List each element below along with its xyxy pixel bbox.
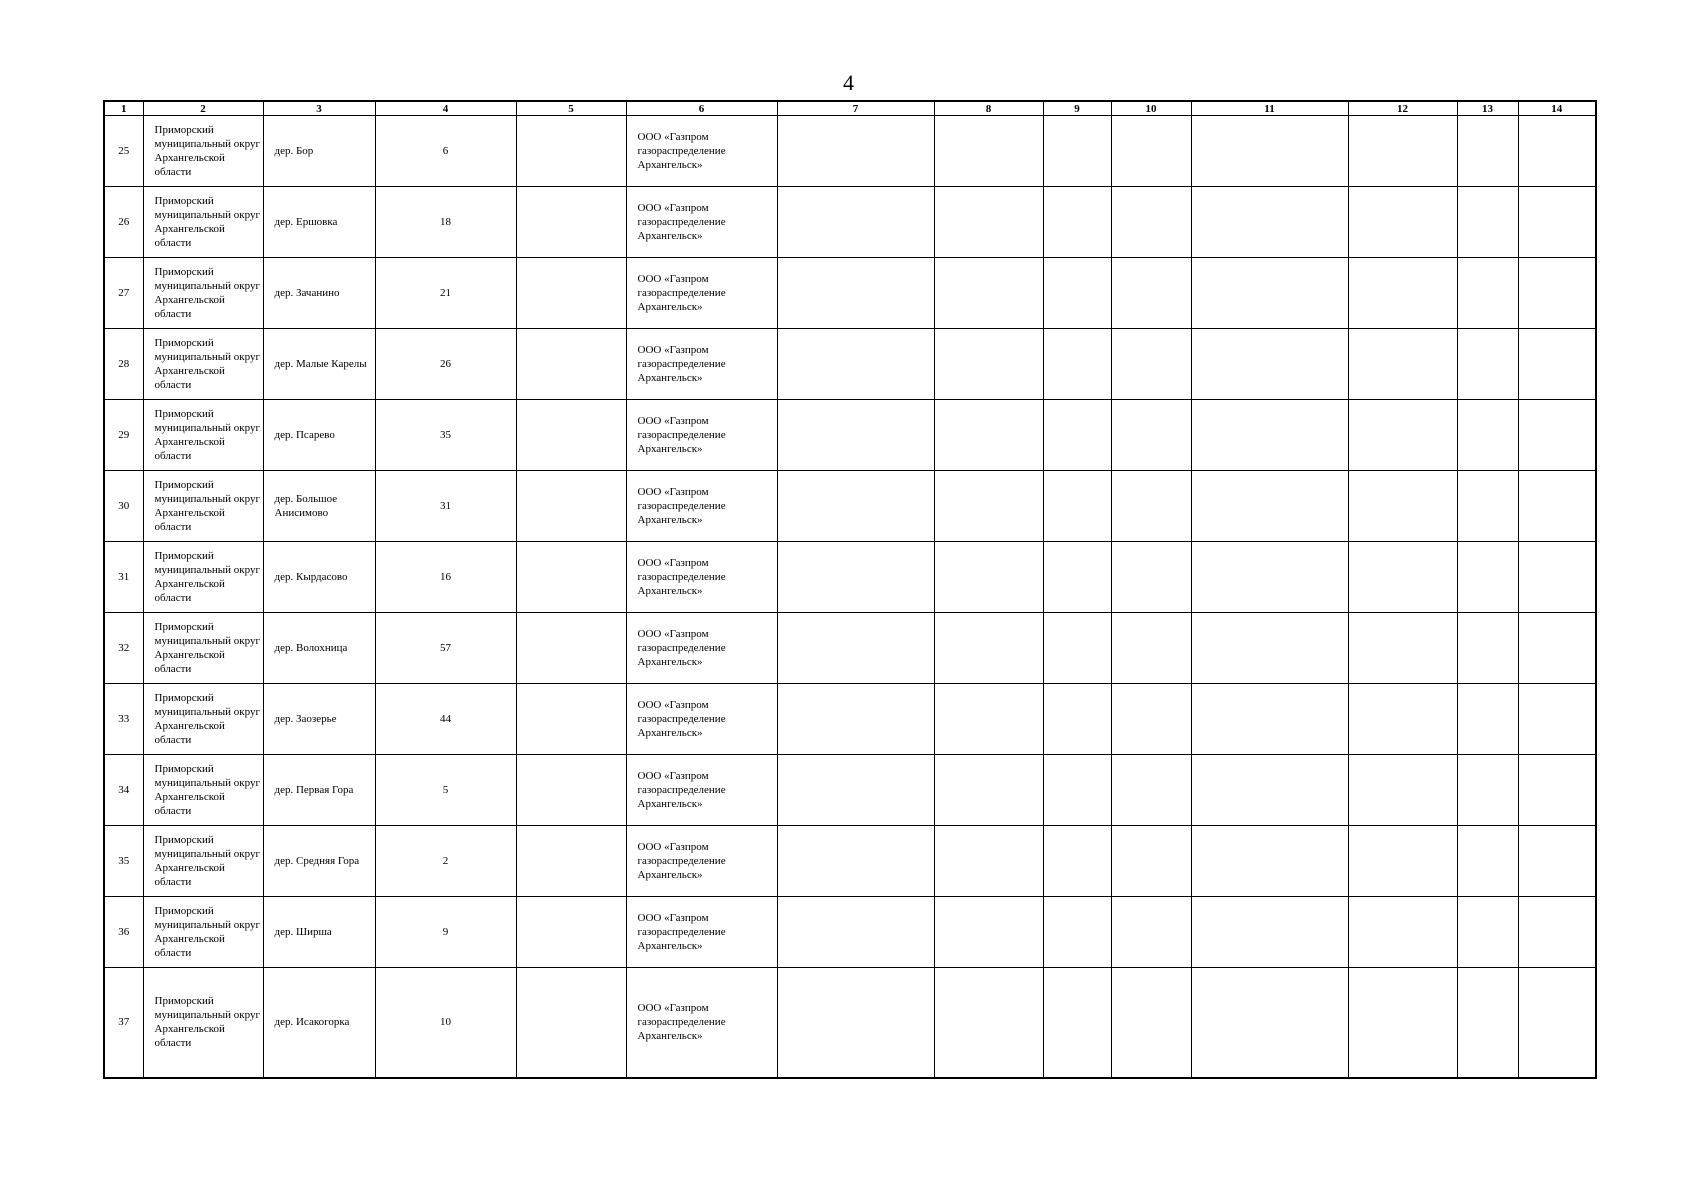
cell-settlement: дер. Малые Карелы xyxy=(263,329,375,400)
cell-empty xyxy=(1111,968,1191,1078)
cell-count: 9 xyxy=(375,897,516,968)
cell-organization: ООО «Газпром газораспределение Архангельск» xyxy=(626,897,777,968)
cell-empty xyxy=(1457,400,1518,471)
cell-settlement: дер. Ширша xyxy=(263,897,375,968)
cell-empty xyxy=(1348,897,1457,968)
cell-empty xyxy=(1043,684,1111,755)
cell-settlement: дер. Волохница xyxy=(263,613,375,684)
cell-count: 57 xyxy=(375,613,516,684)
cell-empty xyxy=(516,329,626,400)
cell-empty xyxy=(934,329,1043,400)
table-row xyxy=(104,613,1596,684)
cell-number: 32 xyxy=(104,613,143,684)
column-header: 1 xyxy=(104,101,143,116)
cell-settlement: дер. Первая Гора xyxy=(263,755,375,826)
cell-district: Приморский муниципальный округ Архангельской области xyxy=(143,755,263,826)
cell-empty xyxy=(1457,329,1518,400)
cell-empty xyxy=(1043,116,1111,187)
cell-district: Приморский муниципальный округ Архангельской области xyxy=(143,968,263,1078)
cell-empty xyxy=(1518,258,1596,329)
cell-district: Приморский муниципальный округ Архангельской области xyxy=(143,471,263,542)
table-row xyxy=(104,116,1596,187)
cell-empty xyxy=(1191,542,1348,613)
cell-empty xyxy=(1457,755,1518,826)
column-header: 4 xyxy=(375,101,516,116)
cell-empty xyxy=(777,684,934,755)
cell-empty xyxy=(1518,542,1596,613)
cell-empty xyxy=(1348,684,1457,755)
cell-settlement: дер. Средняя Гора xyxy=(263,826,375,897)
cell-empty xyxy=(1457,684,1518,755)
cell-empty xyxy=(1348,400,1457,471)
cell-empty xyxy=(1457,187,1518,258)
table-row xyxy=(104,684,1596,755)
cell-empty xyxy=(1191,968,1348,1078)
cell-empty xyxy=(934,684,1043,755)
table-row xyxy=(104,826,1596,897)
cell-count: 35 xyxy=(375,400,516,471)
table-row xyxy=(104,471,1596,542)
cell-empty xyxy=(1457,897,1518,968)
cell-number: 31 xyxy=(104,542,143,613)
cell-empty xyxy=(777,968,934,1078)
header-row xyxy=(104,101,1596,116)
cell-empty xyxy=(516,826,626,897)
cell-empty xyxy=(934,400,1043,471)
cell-empty xyxy=(777,187,934,258)
cell-number: 37 xyxy=(104,968,143,1078)
cell-number: 26 xyxy=(104,187,143,258)
cell-empty xyxy=(1043,826,1111,897)
column-header: 8 xyxy=(934,101,1043,116)
cell-number: 34 xyxy=(104,755,143,826)
column-header: 6 xyxy=(626,101,777,116)
cell-empty xyxy=(1043,187,1111,258)
cell-empty xyxy=(1191,329,1348,400)
cell-settlement: дер. Кырдасово xyxy=(263,542,375,613)
cell-number: 28 xyxy=(104,329,143,400)
cell-empty xyxy=(1518,187,1596,258)
cell-empty xyxy=(1457,116,1518,187)
cell-empty xyxy=(1191,258,1348,329)
cell-empty xyxy=(1518,897,1596,968)
cell-district: Приморский муниципальный округ Архангельской области xyxy=(143,542,263,613)
cell-count: 18 xyxy=(375,187,516,258)
cell-empty xyxy=(1348,116,1457,187)
cell-empty xyxy=(777,116,934,187)
cell-empty xyxy=(1111,897,1191,968)
cell-empty xyxy=(1111,400,1191,471)
column-header: 7 xyxy=(777,101,934,116)
cell-count: 26 xyxy=(375,329,516,400)
cell-empty xyxy=(934,471,1043,542)
cell-empty xyxy=(1191,400,1348,471)
cell-empty xyxy=(1111,471,1191,542)
cell-empty xyxy=(1348,471,1457,542)
cell-empty xyxy=(1043,897,1111,968)
cell-empty xyxy=(934,258,1043,329)
cell-empty xyxy=(1111,542,1191,613)
cell-empty xyxy=(1111,116,1191,187)
cell-empty xyxy=(516,755,626,826)
cell-district: Приморский муниципальный округ Архангельской области xyxy=(143,897,263,968)
cell-empty xyxy=(1348,968,1457,1078)
column-header: 12 xyxy=(1348,101,1457,116)
column-header: 14 xyxy=(1518,101,1596,116)
cell-count: 2 xyxy=(375,826,516,897)
cell-empty xyxy=(516,897,626,968)
cell-empty xyxy=(516,116,626,187)
cell-count: 10 xyxy=(375,968,516,1078)
cell-organization: ООО «Газпром газораспределение Архангельск» xyxy=(626,258,777,329)
table-row xyxy=(104,187,1596,258)
cell-empty xyxy=(777,613,934,684)
cell-empty xyxy=(1348,187,1457,258)
cell-empty xyxy=(1043,968,1111,1078)
cell-empty xyxy=(1191,116,1348,187)
cell-empty xyxy=(934,116,1043,187)
cell-empty xyxy=(1043,400,1111,471)
cell-count: 5 xyxy=(375,755,516,826)
cell-empty xyxy=(1043,542,1111,613)
cell-empty xyxy=(1518,471,1596,542)
cell-empty xyxy=(777,542,934,613)
cell-settlement: дер. Бор xyxy=(263,116,375,187)
cell-district: Приморский муниципальный округ Архангельской области xyxy=(143,613,263,684)
column-header: 13 xyxy=(1457,101,1518,116)
cell-empty xyxy=(1111,613,1191,684)
cell-empty xyxy=(1191,897,1348,968)
cell-empty xyxy=(516,684,626,755)
cell-empty xyxy=(1457,613,1518,684)
column-header: 3 xyxy=(263,101,375,116)
cell-empty xyxy=(1348,258,1457,329)
cell-organization: ООО «Газпром газораспределение Архангельск» xyxy=(626,542,777,613)
cell-settlement: дер. Большое Анисимово xyxy=(263,471,375,542)
cell-empty xyxy=(934,542,1043,613)
cell-empty xyxy=(777,400,934,471)
cell-number: 27 xyxy=(104,258,143,329)
cell-number: 35 xyxy=(104,826,143,897)
cell-empty xyxy=(934,613,1043,684)
cell-empty xyxy=(1191,613,1348,684)
cell-empty xyxy=(1043,329,1111,400)
cell-empty xyxy=(1111,755,1191,826)
cell-district: Приморский муниципальный округ Архангельской области xyxy=(143,187,263,258)
data-table xyxy=(103,100,1597,1079)
column-header: 2 xyxy=(143,101,263,116)
cell-settlement: дер. Заозерье xyxy=(263,684,375,755)
cell-empty xyxy=(1457,968,1518,1078)
cell-empty xyxy=(1348,613,1457,684)
cell-empty xyxy=(1348,826,1457,897)
table-row xyxy=(104,542,1596,613)
cell-organization: ООО «Газпром газораспределение Архангельск» xyxy=(626,968,777,1078)
cell-empty xyxy=(777,471,934,542)
cell-organization: ООО «Газпром газораспределение Архангельск» xyxy=(626,684,777,755)
column-header: 10 xyxy=(1111,101,1191,116)
cell-organization: ООО «Газпром газораспределение Архангельск» xyxy=(626,329,777,400)
cell-empty xyxy=(1518,116,1596,187)
cell-district: Приморский муниципальный округ Архангельской области xyxy=(143,258,263,329)
table-row xyxy=(104,755,1596,826)
cell-empty xyxy=(1457,471,1518,542)
cell-empty xyxy=(1191,471,1348,542)
cell-empty xyxy=(1191,755,1348,826)
cell-settlement: дер. Псарево xyxy=(263,400,375,471)
table-body xyxy=(104,116,1596,1078)
cell-empty xyxy=(1518,968,1596,1078)
cell-number: 25 xyxy=(104,116,143,187)
cell-empty xyxy=(516,968,626,1078)
cell-organization: ООО «Газпром газораспределение Архангельск» xyxy=(626,471,777,542)
cell-organization: ООО «Газпром газораспределение Архангельск» xyxy=(626,826,777,897)
cell-organization: ООО «Газпром газораспределение Архангельск» xyxy=(626,755,777,826)
cell-empty xyxy=(1043,755,1111,826)
cell-district: Приморский муниципальный округ Архангельской области xyxy=(143,400,263,471)
table-row xyxy=(104,897,1596,968)
cell-count: 44 xyxy=(375,684,516,755)
cell-empty xyxy=(934,968,1043,1078)
cell-empty xyxy=(1191,684,1348,755)
cell-empty xyxy=(934,897,1043,968)
table-row xyxy=(104,400,1596,471)
cell-district: Приморский муниципальный округ Архангельской области xyxy=(143,329,263,400)
cell-empty xyxy=(516,400,626,471)
cell-empty xyxy=(1111,187,1191,258)
cell-empty xyxy=(1457,258,1518,329)
cell-empty xyxy=(1348,329,1457,400)
cell-empty xyxy=(1518,613,1596,684)
cell-empty xyxy=(516,258,626,329)
cell-settlement: дер. Исакогорка xyxy=(263,968,375,1078)
cell-district: Приморский муниципальный округ Архангельской области xyxy=(143,684,263,755)
cell-organization: ООО «Газпром газораспределение Архангельск» xyxy=(626,613,777,684)
cell-empty xyxy=(1518,684,1596,755)
table-row xyxy=(104,258,1596,329)
cell-count: 16 xyxy=(375,542,516,613)
cell-empty xyxy=(1111,826,1191,897)
cell-empty xyxy=(516,471,626,542)
cell-empty xyxy=(1043,613,1111,684)
cell-count: 21 xyxy=(375,258,516,329)
cell-empty xyxy=(1111,684,1191,755)
cell-count: 6 xyxy=(375,116,516,187)
cell-empty xyxy=(1457,826,1518,897)
cell-district: Приморский муниципальный округ Архангельской области xyxy=(143,826,263,897)
cell-empty xyxy=(777,258,934,329)
table-row xyxy=(104,329,1596,400)
cell-number: 29 xyxy=(104,400,143,471)
cell-empty xyxy=(777,897,934,968)
cell-number: 33 xyxy=(104,684,143,755)
cell-count: 31 xyxy=(375,471,516,542)
cell-empty xyxy=(1111,329,1191,400)
column-header: 11 xyxy=(1191,101,1348,116)
cell-empty xyxy=(516,542,626,613)
cell-empty xyxy=(934,755,1043,826)
cell-empty xyxy=(1518,400,1596,471)
cell-empty xyxy=(1111,258,1191,329)
cell-empty xyxy=(934,187,1043,258)
cell-empty xyxy=(777,329,934,400)
cell-empty xyxy=(777,755,934,826)
cell-organization: ООО «Газпром газораспределение Архангельск» xyxy=(626,400,777,471)
cell-empty xyxy=(934,826,1043,897)
page-number: 4 xyxy=(843,70,854,95)
cell-empty xyxy=(1191,826,1348,897)
cell-empty xyxy=(1518,826,1596,897)
cell-settlement: дер. Зачанино xyxy=(263,258,375,329)
cell-settlement: дер. Ершовка xyxy=(263,187,375,258)
cell-number: 30 xyxy=(104,471,143,542)
column-header: 5 xyxy=(516,101,626,116)
cell-empty xyxy=(1043,471,1111,542)
cell-organization: ООО «Газпром газораспределение Архангельск» xyxy=(626,187,777,258)
cell-empty xyxy=(1518,329,1596,400)
cell-district: Приморский муниципальный округ Архангельской области xyxy=(143,116,263,187)
cell-empty xyxy=(516,187,626,258)
cell-empty xyxy=(1348,542,1457,613)
cell-empty xyxy=(777,826,934,897)
cell-organization: ООО «Газпром газораспределение Архангельск» xyxy=(626,116,777,187)
cell-empty xyxy=(1518,755,1596,826)
table-row xyxy=(104,968,1596,1078)
cell-number: 36 xyxy=(104,897,143,968)
cell-empty xyxy=(1348,755,1457,826)
cell-empty xyxy=(516,613,626,684)
cell-empty xyxy=(1457,542,1518,613)
column-header: 9 xyxy=(1043,101,1111,116)
cell-empty xyxy=(1043,258,1111,329)
cell-empty xyxy=(1191,187,1348,258)
